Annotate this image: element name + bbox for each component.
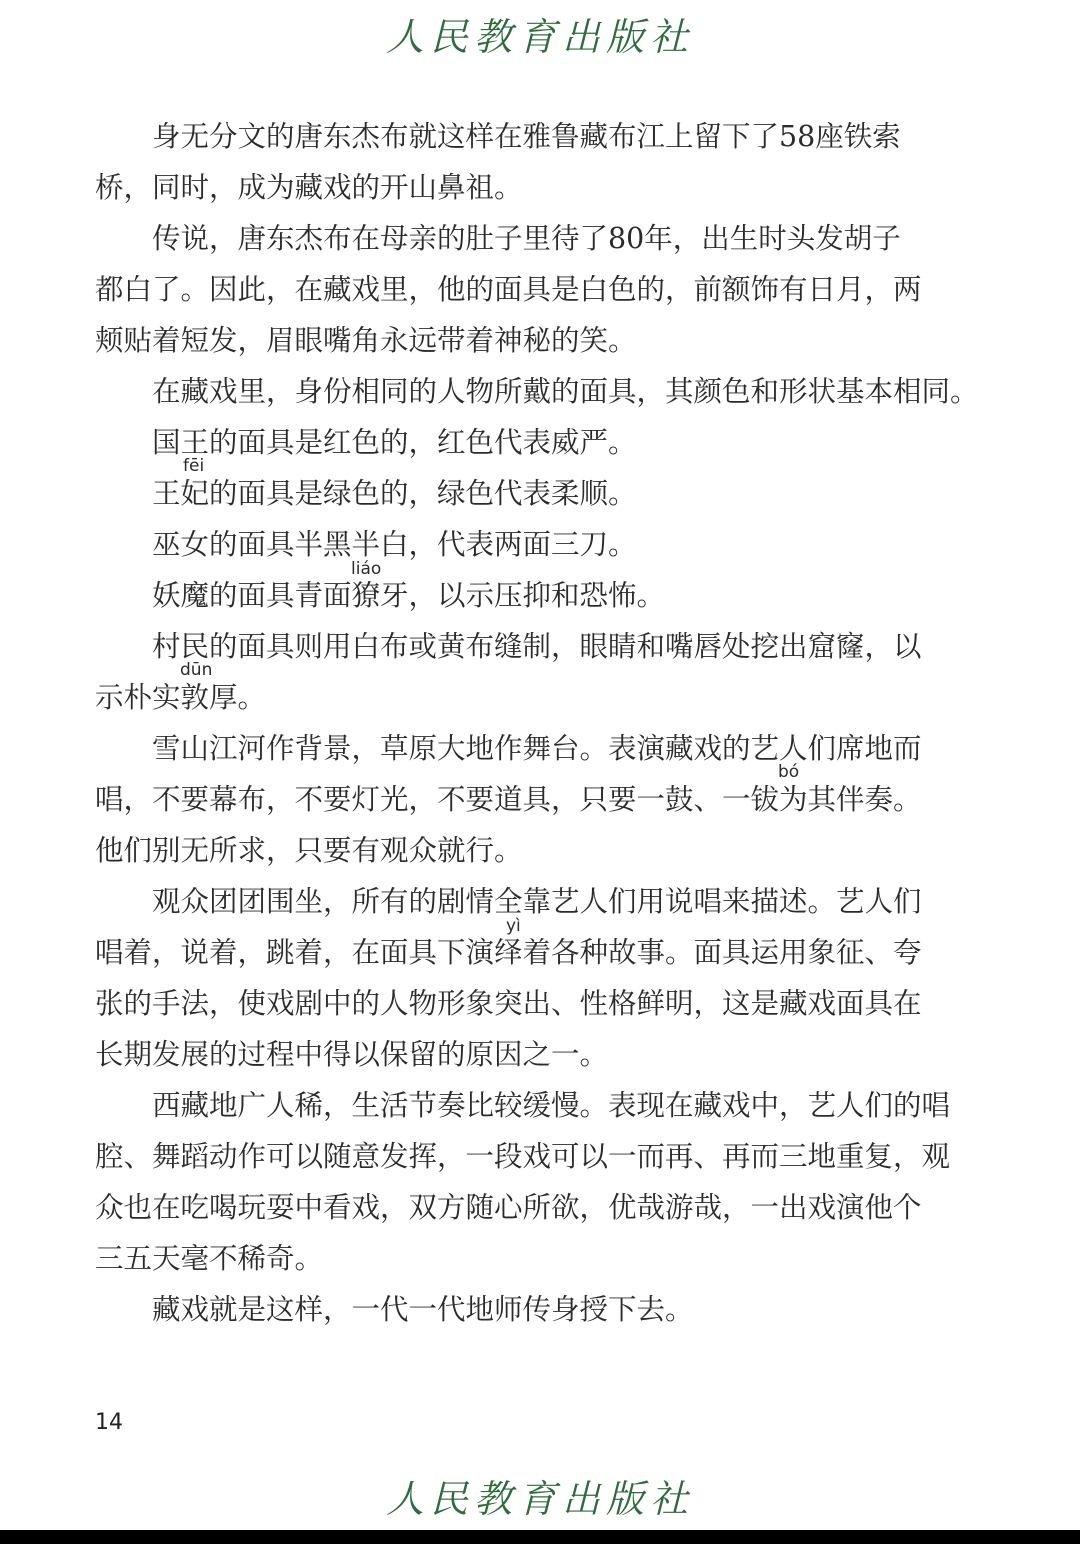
- text-line: 唱，不要幕布，不要灯光，不要道具，只要一鼓、一钹为其伴奏。: [95, 783, 922, 816]
- pinyin-yi: yì: [506, 916, 521, 936]
- text-line: 传说，唐东杰布在母亲的肚子里待了80年，出生时头发胡子: [152, 222, 901, 255]
- text-line: 张的手法，使戏剧中的人物形象突出、性格鲜明，这是藏戏面具在: [95, 987, 922, 1020]
- text-line: 三五天毫不稀奇。: [95, 1242, 324, 1275]
- pinyin-fei: fēi: [183, 456, 205, 476]
- text-line: 观众团团围坐，所有的剧情全靠艺人们用说唱来描述。艺人们: [152, 885, 922, 918]
- screen-bottom-bar: [0, 1530, 1080, 1544]
- text-line: 西藏地广人稀，生活节奏比较缓慢。表现在藏戏中，艺人们的唱: [152, 1089, 951, 1122]
- text-line: 颊贴着短发，眉眼嘴角永远带着神秘的笑。: [95, 324, 637, 357]
- text-line: 身无分文的唐东杰布就这样在雅鲁藏布江上留下了58座铁索: [152, 120, 901, 153]
- text-line: 他们别无所求，只要有观众就行。: [95, 834, 523, 867]
- text-line: 国王的面具是红色的，红色代表威严。: [152, 426, 637, 459]
- pinyin-bo: bó: [778, 762, 800, 782]
- text-line: 在藏戏里，身份相同的人物所戴的面具，其颜色和形状基本相同。: [152, 375, 979, 408]
- text-line: 妖魔的面具青面獠牙，以示压抑和恐怖。: [152, 579, 666, 612]
- text-line: 村民的面具则用白布或黄布缝制，眼睛和嘴唇处挖出窟窿，以: [152, 630, 922, 663]
- text-line: 藏戏就是这样，一代一代地师传身授下去。: [152, 1293, 694, 1326]
- text-line: 腔、舞蹈动作可以随意发挥，一段戏可以一而再、再而三地重复，观: [95, 1140, 951, 1173]
- pinyin-liao: liáo: [351, 559, 382, 579]
- publisher-logo-footer: 人民教育出版社: [385, 1477, 694, 1521]
- text-line: 示朴实敦厚。: [95, 681, 267, 714]
- text-line: 王妃的面具是绿色的，绿色代表柔顺。: [152, 477, 637, 510]
- text-line: 巫女的面具半黑半白，代表两面三刀。: [152, 528, 637, 561]
- text-line: 都白了。因此，在藏戏里，他的面具是白色的，前额饰有日月，两: [95, 273, 922, 306]
- text-line: 长期发展的过程中得以保留的原因之一。: [95, 1038, 609, 1071]
- text-line: 众也在吃喝玩耍中看戏，双方随心所欲，优哉游哉，一出戏演他个: [95, 1191, 922, 1224]
- text-line: 唱着，说着，跳着，在面具下演绎着各种故事。面具运用象征、夸: [95, 936, 922, 969]
- publisher-logo-header: 人民教育出版社: [385, 15, 694, 59]
- text-line: 桥，同时，成为藏戏的开山鼻祖。: [95, 171, 523, 204]
- pinyin-dun: dūn: [180, 660, 213, 680]
- text-line: 雪山江河作背景，草原大地作舞台。表演藏戏的艺人们席地而: [152, 732, 922, 765]
- page-number: 14: [95, 1410, 123, 1435]
